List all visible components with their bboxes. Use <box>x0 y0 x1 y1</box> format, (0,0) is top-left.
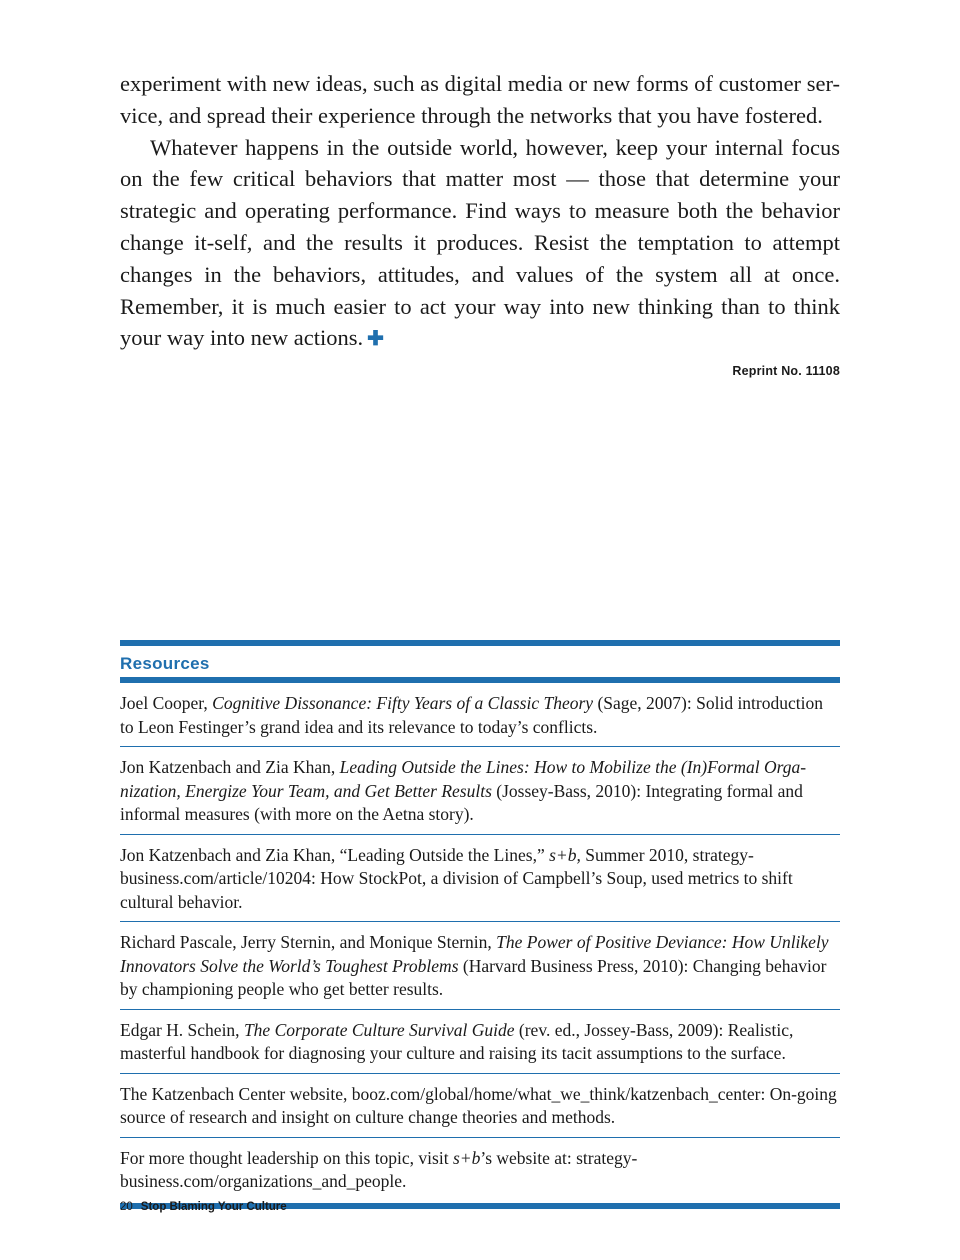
resource-item <box>120 683 840 747</box>
resource-item <box>120 922 840 1010</box>
article-body <box>120 68 840 356</box>
resource-description: (Harvard Business Press, 2010): Changing behavior by championing people who get better results. <box>120 955 827 999</box>
resource-description: (Jossey-Bass, 2010): Integrating formal and informal measures (with more on the Aetna story). <box>120 780 803 824</box>
resource-description: (Sage, 2007): Solid introduction to Leon Festinger’s grand idea and its relevance to today’s conflicts. <box>120 693 823 737</box>
reprint-number: Reprint No. 11108 <box>732 364 840 378</box>
resource-description: Summer 2010, strategy-business.com/article/10204: How StockPot, a division of Campbell’s Soup, used metrics to shift cultural behavior. <box>120 844 793 912</box>
resource-description: ’s website at: strategy-business.com/organizations_and_people. <box>120 1147 638 1191</box>
resource-item <box>120 1010 840 1074</box>
resource-title: Cognitive Dissonance: Fifty Years of a Classic Theory <box>212 693 594 713</box>
resource-item <box>120 835 840 923</box>
resource-item <box>120 1074 840 1138</box>
paragraph-1: experiment with new ideas, such as digital media or new forms of customer ser-vice, and spread their experience through the networks that you have fostered. <box>120 71 840 128</box>
page-number: 20 <box>120 1201 133 1213</box>
resource-title: s+b <box>452 1147 481 1168</box>
resource-author: Jon Katzenbach and Zia Khan, <box>120 757 340 777</box>
resources-box <box>120 640 840 1209</box>
paragraph-2 <box>120 132 840 357</box>
paragraph-2-text: Whatever happens in the outside world, however, keep your internal focus on the few critical behaviors that matter most — those that determine your strategic and operating performance. Find ways to measure both the behavior change it-self, and the results it produces. Resist the temptation to attempt changes in the behaviors, attitudes, and values of the system all at once. Remember, it is much easier to act your way into new thinking than to think your way into new actions. <box>120 134 840 351</box>
resource-author: Jon Katzenbach and Zia Khan, “Leading Outside the Lines,” <box>120 844 550 865</box>
resource-title: The Power of Positive Deviance: How Unlikely Innovators Solve the World’s Toughest Problems <box>120 932 829 976</box>
resource-title: The Corporate Culture Survival Guide <box>243 1019 515 1040</box>
page-footer <box>120 1201 287 1213</box>
resource-description: (rev. ed., Jossey-Bass, 2009): Realistic, masterful handbook for diagnosing your culture and raising its tacit assumptions to the surface. <box>120 1019 794 1063</box>
resource-title: Leading Outside the Lines: How to Mobilize the (In)Formal Orga-nization, Energize Your Team, and Get Better Results <box>120 757 807 801</box>
resource-title: s+b, <box>549 844 581 865</box>
resources-title: Resources <box>120 654 210 673</box>
resource-item <box>120 1138 840 1201</box>
end-mark-icon: ✚ <box>367 328 384 351</box>
running-title: Stop Blaming Your Culture <box>140 1201 287 1213</box>
resource-author: For more thought leadership on this topic, visit <box>120 1147 453 1168</box>
resource-author: The Katzenbach Center website, booz.com/global/home/what_we_think/katzenbach_center: On-going source of research and insight on culture change theories and methods. <box>120 1083 837 1127</box>
resources-list <box>120 683 840 1201</box>
resource-author: Joel Cooper, <box>120 693 213 713</box>
resource-item <box>120 747 840 835</box>
resource-author: Richard Pascale, Jerry Sternin, and Monique Sternin, <box>120 932 497 952</box>
resource-author: Edgar H. Schein, <box>120 1019 244 1040</box>
